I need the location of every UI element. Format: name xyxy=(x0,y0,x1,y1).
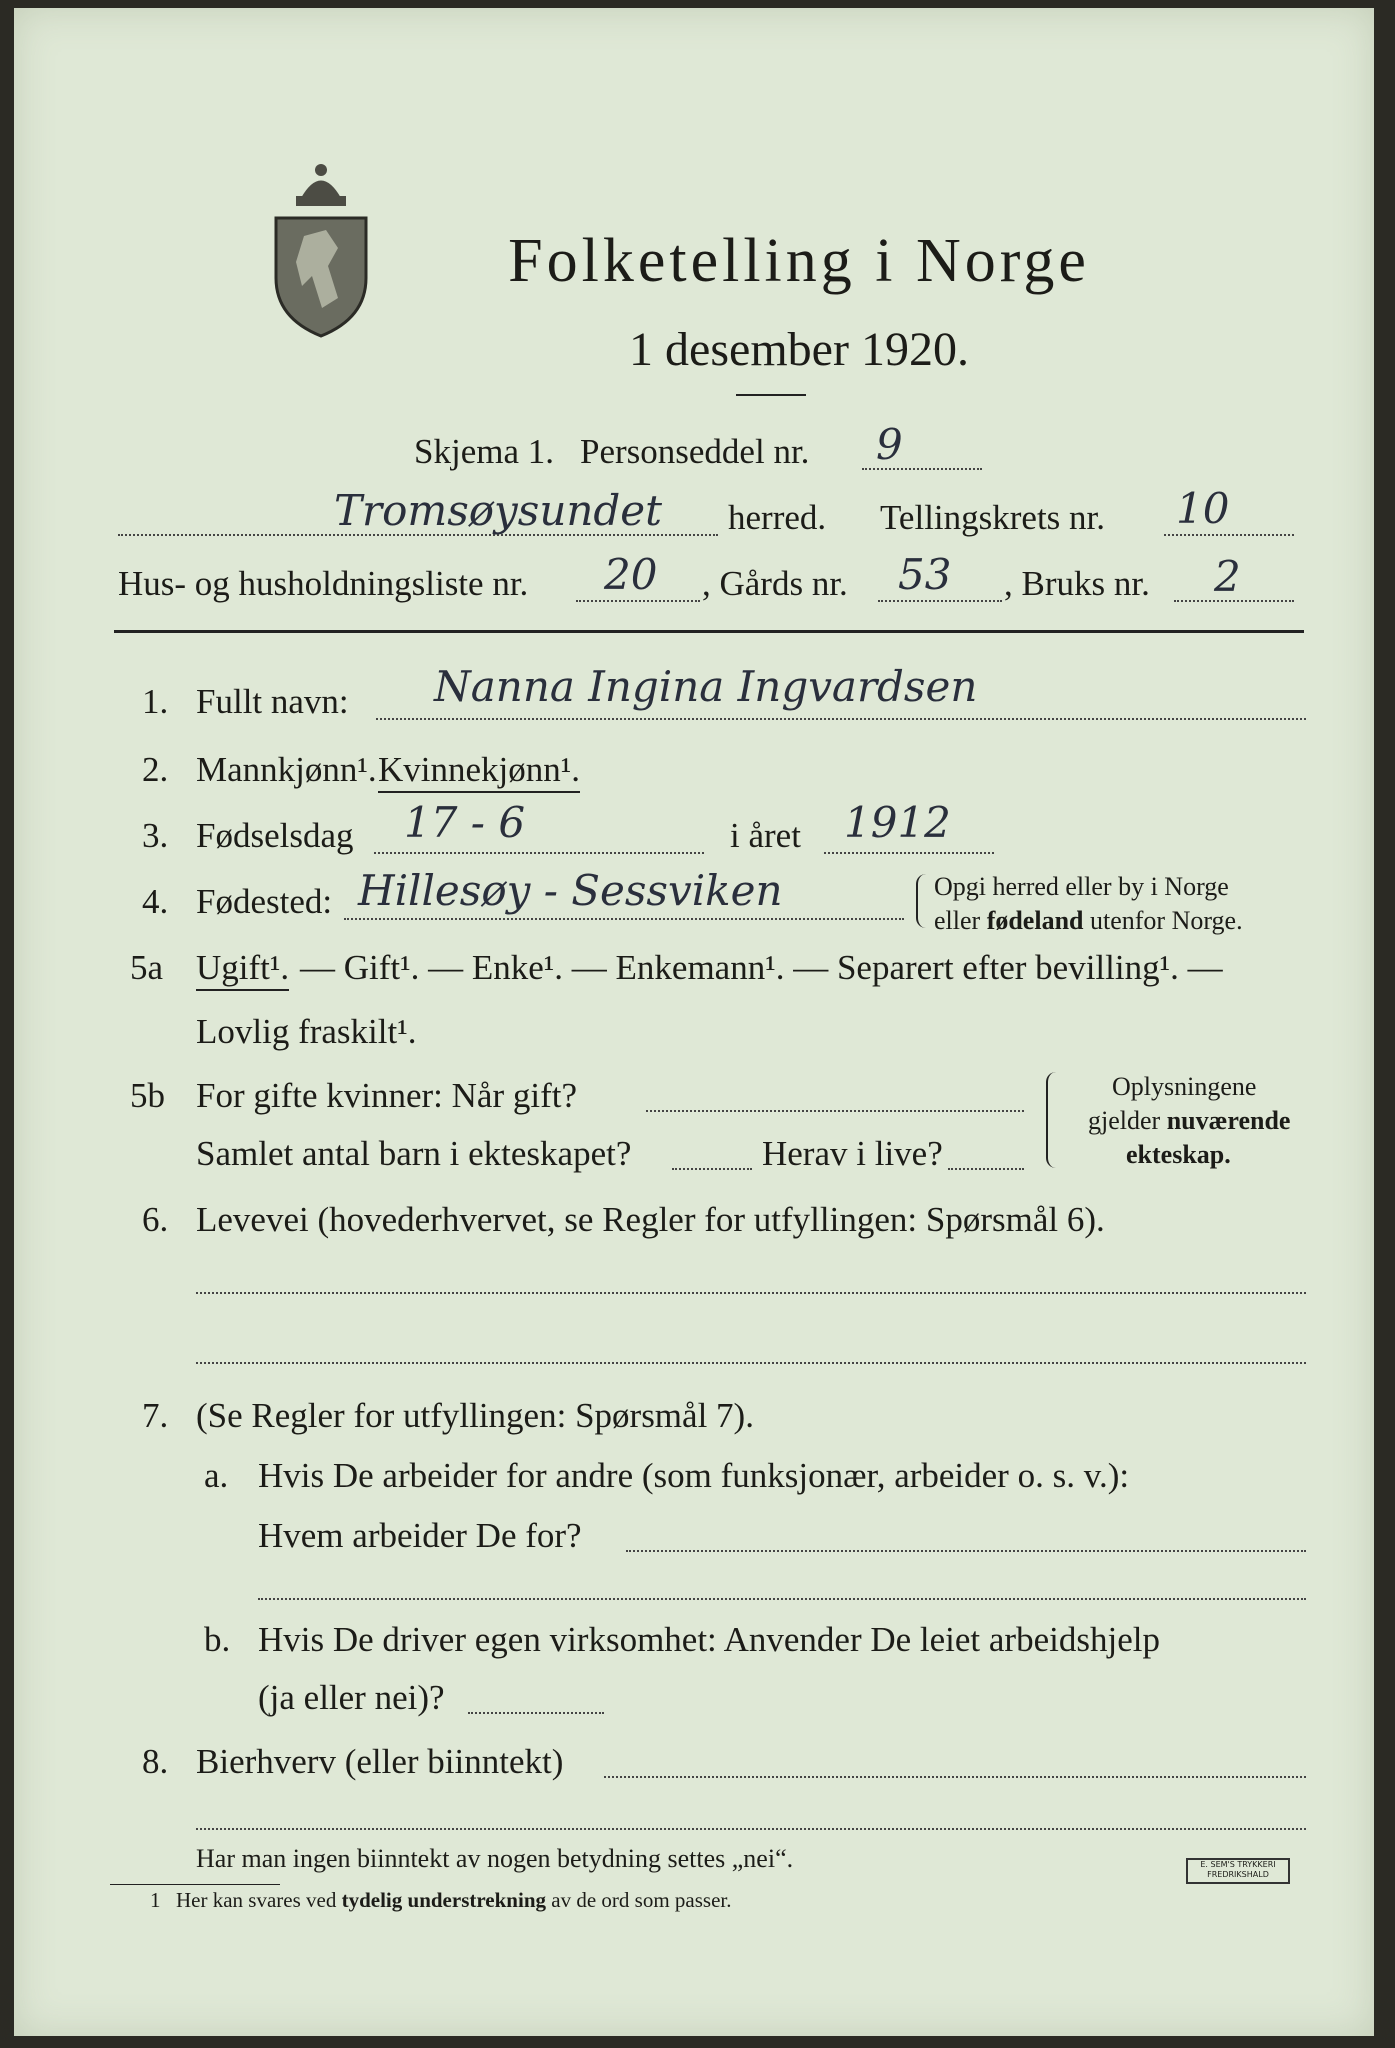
q4-note-line2: eller fødeland utenfor Norge. xyxy=(934,906,1243,935)
footer-note: Har man ingen biinntekt av nogen betydning settes „nei“. xyxy=(196,1844,794,1873)
married-when-field[interactable] xyxy=(646,1110,1024,1112)
q7b-number: b. xyxy=(204,1620,231,1659)
q3-number: 3. xyxy=(142,816,169,855)
personseddel-label: Personseddel nr. xyxy=(580,432,810,471)
q5b-number: 5b xyxy=(130,1076,165,1115)
q7-label: (Se Regler for utfyllingen: Spørsmål 7). xyxy=(196,1396,754,1435)
status-other-options[interactable]: — Gift¹. — Enke¹. — Enkemann¹. — Separert efter bevilling¹. — xyxy=(300,948,1223,987)
q5b-children-label: Samlet antal barn i ekteskapet? xyxy=(196,1134,632,1173)
full-name-value: Nanna Ingina Ingvardsen xyxy=(434,662,978,711)
q4-note-line1: Opgi herred eller by i Norge xyxy=(934,872,1229,901)
title-divider xyxy=(736,394,806,396)
q5b-married-when-label: For gifte kvinner: Når gift? xyxy=(196,1076,578,1115)
footnote-mark: 1 xyxy=(150,1888,161,1912)
header-rule xyxy=(114,630,1304,633)
birthplace-value: Hillesøy - Sessviken xyxy=(358,866,783,915)
q3-label: Fødselsdag xyxy=(196,816,354,855)
gender-female-option[interactable]: Kvinnekjønn¹. xyxy=(378,750,580,793)
footnote-rule xyxy=(110,1884,280,1885)
hus-value: 20 xyxy=(604,550,658,599)
census-form xyxy=(14,8,1374,2036)
q8-number: 8. xyxy=(142,1742,169,1781)
q5b-note-line3: ekteskap. xyxy=(1126,1140,1231,1169)
tellingskrets-field[interactable] xyxy=(1164,534,1294,536)
side-income-field-2[interactable] xyxy=(196,1828,1306,1830)
q7b-label-line1: Hvis De driver egen virksomhet: Anvender De leiet arbeidshjelp xyxy=(258,1620,1160,1659)
q3-year-label: i året xyxy=(730,816,801,855)
q4-label: Fødested: xyxy=(196,882,333,921)
gards-field[interactable] xyxy=(878,600,1002,602)
employer-field-2[interactable] xyxy=(258,1598,1306,1600)
q8-label: Bierhverv (eller biinntekt) xyxy=(196,1742,564,1781)
q4-brace xyxy=(916,874,928,928)
hus-label: Hus- og husholdningsliste nr. xyxy=(118,564,529,603)
tellingskrets-label: Tellingskrets nr. xyxy=(880,498,1106,537)
q5b-note-line1: Oplysningene xyxy=(1112,1072,1257,1101)
side-income-field-1[interactable] xyxy=(604,1776,1306,1778)
hired-help-field[interactable] xyxy=(468,1712,604,1714)
children-count-field[interactable] xyxy=(672,1168,752,1170)
skjema-label: Skjema 1. xyxy=(414,432,554,471)
status-ugift-option[interactable]: Ugift¹. xyxy=(196,948,289,991)
q7a-label-line2: Hvem arbeider De for? xyxy=(258,1516,582,1555)
occupation-field-2[interactable] xyxy=(196,1362,1306,1364)
gards-value: 53 xyxy=(898,550,952,599)
birth-year-field[interactable] xyxy=(824,852,994,854)
personseddel-value: 9 xyxy=(876,420,903,469)
form-title: Folketelling i Norge xyxy=(508,227,1090,295)
form-date: 1 desember 1920. xyxy=(629,323,969,376)
footnote-text: Her kan svares ved tydelig understrekning av de ord som passer. xyxy=(176,1888,732,1912)
q2-number: 2. xyxy=(142,750,169,789)
q1-label: Fullt navn: xyxy=(196,682,349,721)
status-fraskilt-option[interactable]: Lovlig fraskilt¹. xyxy=(196,1012,417,1051)
birthday-value: 17 - 6 xyxy=(404,798,526,847)
employer-field-1[interactable] xyxy=(626,1550,1306,1552)
q5b-alive-label: Herav i live? xyxy=(762,1134,943,1173)
herred-label: herred. xyxy=(728,498,827,537)
gards-label: , Gårds nr. xyxy=(702,564,848,603)
printer-stamp: E. SEM'S TRYKKERI FREDRIKSHALD xyxy=(1186,1858,1290,1884)
bruks-label: , Bruks nr. xyxy=(1004,564,1150,603)
q4-number: 4. xyxy=(142,882,169,921)
q5b-note-line2: gjelder nuværende xyxy=(1088,1106,1291,1135)
q7-number: 7. xyxy=(142,1396,169,1435)
birthplace-field[interactable] xyxy=(344,918,904,920)
herred-value: Tromsøysundet xyxy=(334,486,663,535)
q7a-number: a. xyxy=(204,1456,229,1495)
q7a-label-line1: Hvis De arbeider for andre (som funksjonær, arbeider o. s. v.): xyxy=(258,1456,1130,1495)
q5a-number: 5a xyxy=(130,948,164,987)
bruks-value: 2 xyxy=(1214,552,1241,601)
q7b-label-line2: (ja eller nei)? xyxy=(258,1678,445,1717)
q6-label: Levevei (hovederhvervet, se Regler for utfyllingen: Spørsmål 6). xyxy=(196,1200,1105,1239)
occupation-field-1[interactable] xyxy=(196,1292,1306,1294)
tellingskrets-value: 10 xyxy=(1176,484,1230,533)
full-name-field[interactable] xyxy=(376,718,1306,720)
children-alive-field[interactable] xyxy=(948,1168,1024,1170)
hus-field[interactable] xyxy=(576,600,700,602)
birth-year-value: 1912 xyxy=(844,798,951,847)
gender-male-option[interactable]: Mannkjønn¹. xyxy=(196,750,377,789)
q6-number: 6. xyxy=(142,1200,169,1239)
q5b-brace xyxy=(1046,1072,1058,1168)
q1-number: 1. xyxy=(142,682,169,721)
birthday-field[interactable] xyxy=(374,852,704,854)
